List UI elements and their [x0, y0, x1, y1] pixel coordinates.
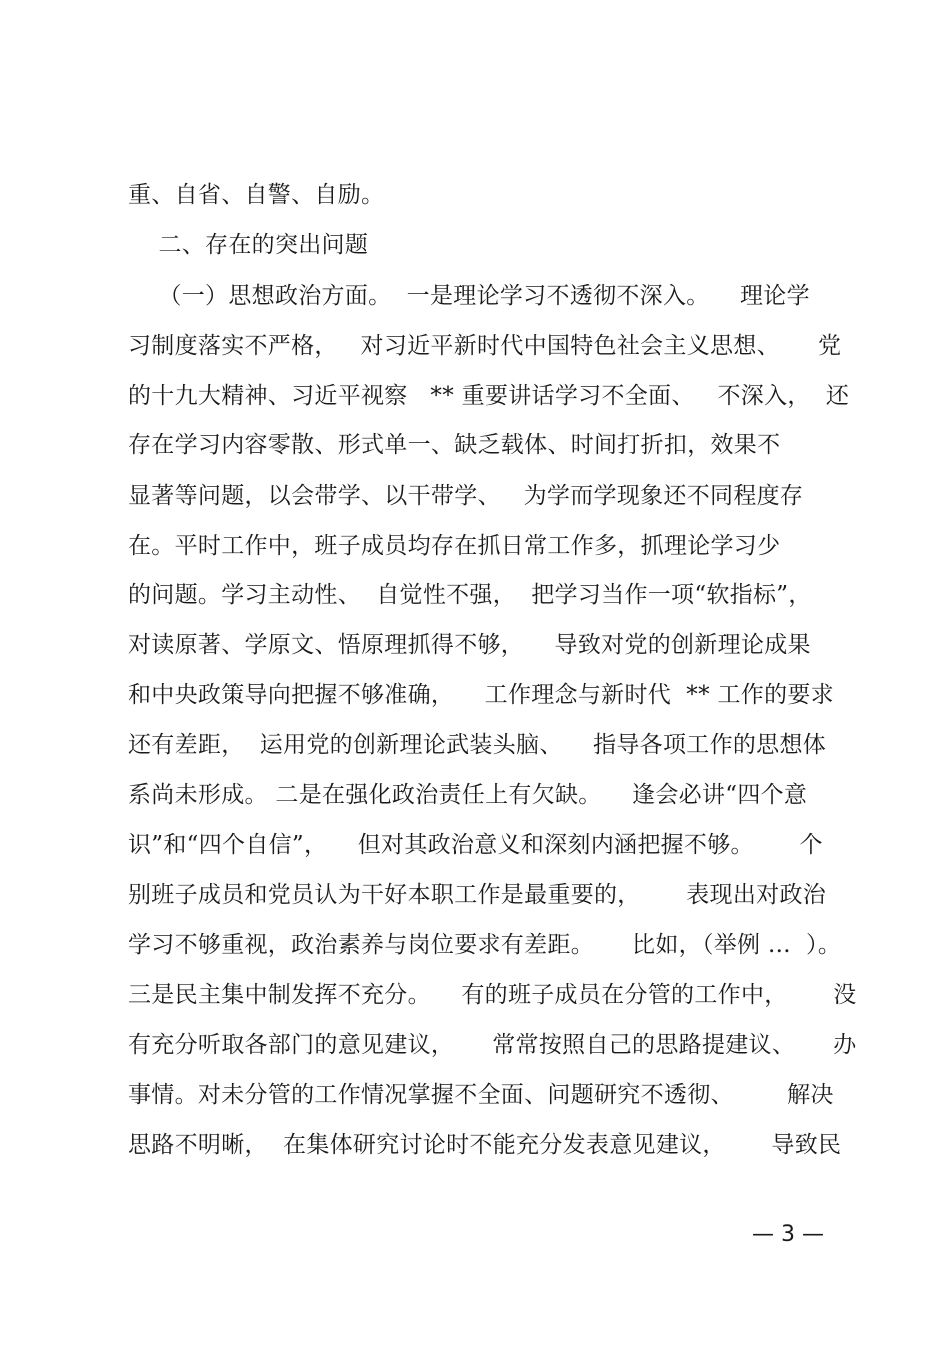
text-line: 识”和“四个自信”， 但对其政治意义和深刻内涵把握不够。 个 [128, 832, 823, 858]
text-line: （一）思想政治方面。 一是理论学习不透彻不深入。 理论学 [128, 283, 810, 309]
text-line: 的十九大精神、习近平视察 ** 重要讲话学习不全面、 不深入， 还 [128, 383, 850, 409]
text-line: 重、自省、自警、自励。 [128, 182, 385, 208]
text-line: 对读原著、学原文、悟原理抓得不够， 导致对党的创新理论成果 [128, 632, 811, 658]
text-line: 在。平时工作中，班子成员均存在抓日常工作多，抓理论学习少 [128, 533, 781, 559]
text-line: 系尚未形成。 二是在强化政治责任上有欠缺。 逢会必讲“四个意 [128, 782, 808, 808]
text-line: 习制度落实不严格， 对习近平新时代中国特色社会主义思想、 党 [128, 333, 842, 359]
text-line: 还有差距， 运用党的创新理论武装头脑、 指导各项工作的思想体 [128, 732, 827, 758]
page-number: — 3 — [752, 1222, 824, 1247]
text-line: 有充分听取各部门的意见建议， 常常按照自己的思路提建议、 办 [128, 1032, 857, 1058]
text-line: 和中央政策导向把握不够准确， 工作理念与新时代 ** 工作的要求 [128, 682, 834, 708]
text-line: 学习不够重视，政治素养与岗位要求有差距。 比如，（举例 ... ）。 [128, 932, 842, 958]
text-line: 别班子成员和党员认为干好本职工作是最重要的， 表现出对政治 [128, 882, 827, 908]
section-heading: 二、存在的突出问题 [128, 232, 369, 258]
text-line: 存在学习内容零散、形式单一、缺乏载体、时间打折扣，效果不 [128, 432, 781, 458]
text-line: 三是民主集中制发挥不充分。 有的班子成员在分管的工作中， 没 [128, 982, 857, 1008]
text-line: 显著等问题，以会带学、以干带学、 为学而学现象还不同程度存 [128, 483, 804, 509]
text-line: 思路不明晰， 在集体研究讨论时不能充分发表意见建议， 导致民 [128, 1132, 842, 1158]
text-line: 事情。对未分管的工作情况掌握不全面、问题研究不透彻、 解决 [128, 1082, 834, 1108]
text-line: 的问题。学习主动性、 自觉性不强， 把学习当作一项“软指标”， [128, 582, 812, 608]
